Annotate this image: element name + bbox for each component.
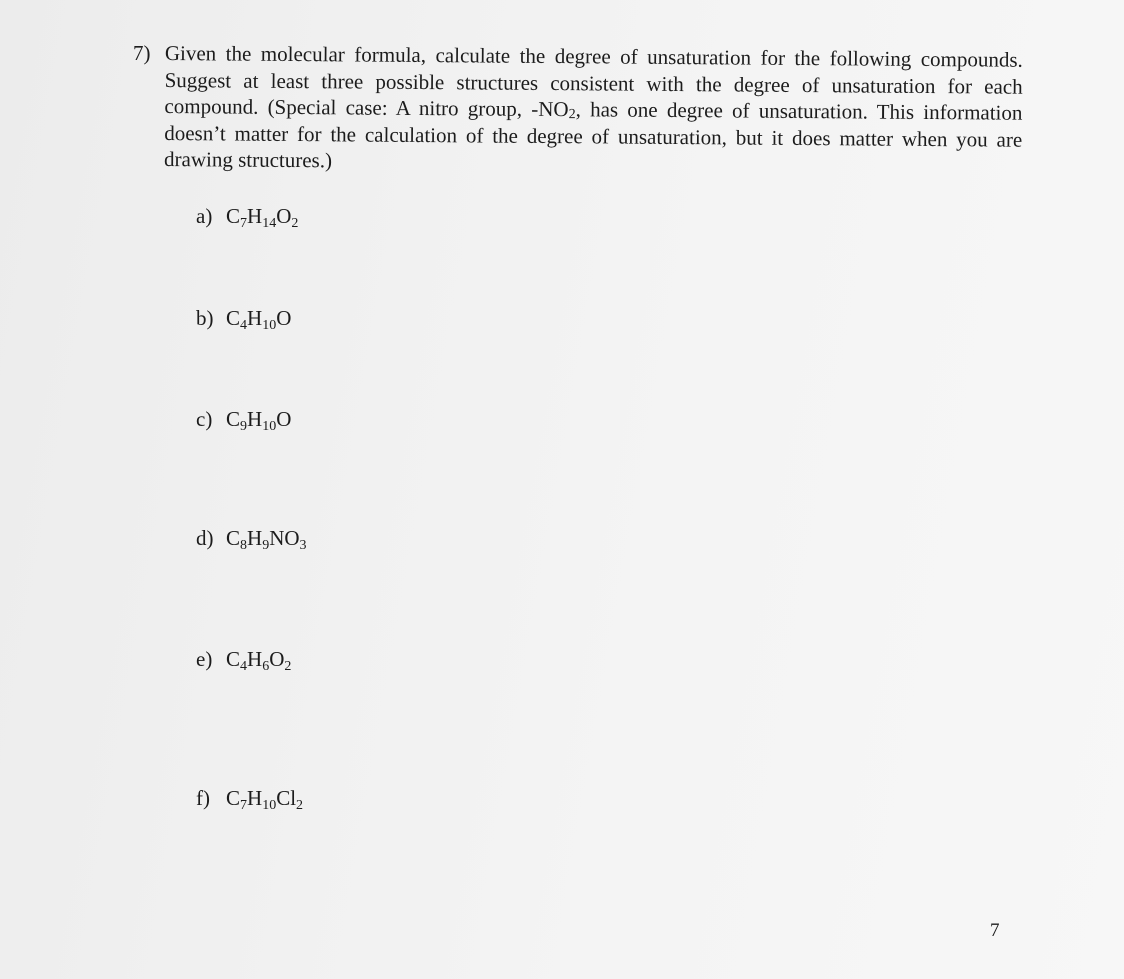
formula-element: H bbox=[247, 204, 263, 228]
formula-subscript: 7 bbox=[240, 216, 248, 231]
formula-subscript: 9 bbox=[262, 538, 270, 553]
item-letter: b) bbox=[196, 306, 214, 330]
item-letter: d) bbox=[196, 526, 214, 550]
formula-element: C bbox=[226, 526, 241, 550]
formula-element: C bbox=[226, 407, 241, 431]
nitro-subscript: 2 bbox=[568, 107, 576, 123]
formula-subscript: 10 bbox=[262, 318, 277, 333]
formula-element: C bbox=[226, 786, 241, 810]
formula-element: H bbox=[247, 786, 263, 810]
formula-item-b bbox=[196, 305, 291, 331]
formula-element: C bbox=[226, 647, 241, 671]
formula-subscript: 9 bbox=[240, 419, 248, 434]
formula-element: C bbox=[226, 204, 241, 228]
formula-subscript: 4 bbox=[240, 318, 248, 333]
formula-subscript: 7 bbox=[240, 798, 248, 813]
formula-element: O bbox=[269, 647, 285, 671]
formula-item-e bbox=[196, 646, 291, 672]
formula-subscript: 10 bbox=[262, 419, 277, 434]
formula-subscript: 6 bbox=[262, 659, 270, 674]
formula-item-a bbox=[196, 203, 298, 229]
formula-subscript: 8 bbox=[240, 538, 248, 553]
formula-element: O bbox=[276, 407, 292, 431]
page-number: 7 bbox=[990, 920, 1000, 941]
formula-element: NO bbox=[269, 526, 300, 550]
item-letter: f) bbox=[196, 786, 210, 810]
formula-subscript: 4 bbox=[240, 659, 248, 674]
formula-subscript: 2 bbox=[291, 216, 299, 231]
item-letter: c) bbox=[196, 407, 213, 431]
formula-element: C bbox=[226, 306, 241, 330]
formula-item-c bbox=[196, 406, 291, 432]
formula-item-d bbox=[196, 525, 307, 551]
formula-subscript: 2 bbox=[284, 659, 292, 674]
question-text-part-1: Given the molecular formula, calculate the degree of unsaturation for the following compounds. Suggest at least three possible structures consistent with the degree of unsaturation for each compound. (Special case: A nitro group, -NO bbox=[164, 40, 1023, 122]
formula-element: Cl bbox=[276, 786, 297, 810]
formula-element: H bbox=[247, 306, 263, 330]
formula-element: H bbox=[247, 526, 263, 550]
question-number: 7) bbox=[133, 41, 151, 65]
formula-subscript: 3 bbox=[299, 538, 307, 553]
item-letter: a) bbox=[196, 204, 213, 228]
formula-subscript: 14 bbox=[262, 216, 277, 231]
formula-subscript: 10 bbox=[262, 798, 277, 813]
item-letter: e) bbox=[196, 647, 213, 671]
formula-element: H bbox=[247, 647, 263, 671]
question-text-part-2: , has one degree of unsaturation. This information doesn’t matter for the calculation of the degree of unsaturation, but it does matter when you are drawing structures.) bbox=[163, 97, 1023, 173]
formula-element: O bbox=[276, 204, 292, 228]
formula-element: H bbox=[247, 407, 263, 431]
question-text bbox=[164, 40, 1023, 179]
formula-subscript: 2 bbox=[296, 798, 304, 813]
formula-item-f bbox=[196, 785, 303, 811]
formula-element: O bbox=[276, 306, 292, 330]
